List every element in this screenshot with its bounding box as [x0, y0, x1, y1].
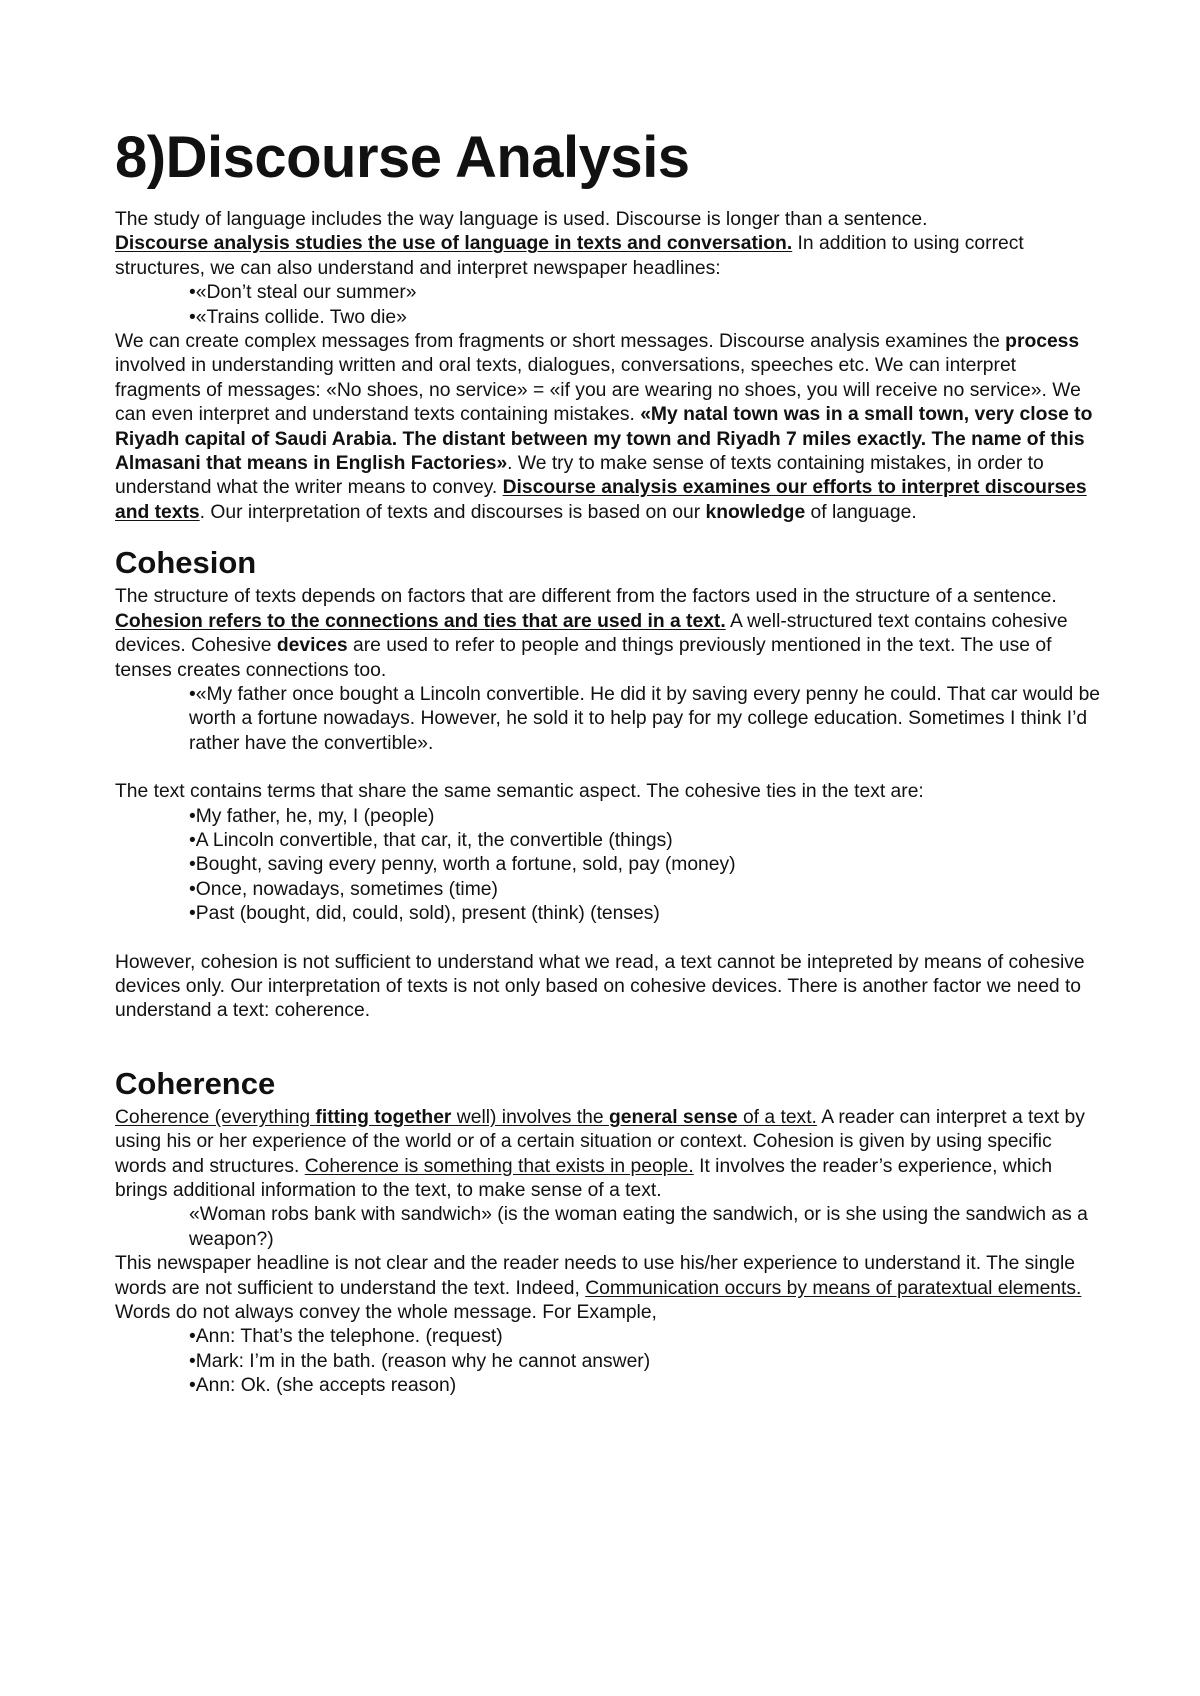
headline-example: •«Don’t steal our summer»	[189, 282, 417, 304]
page-title: 8)Discourse Analysis	[115, 125, 690, 190]
key-definition: Cohesion refers to the connections and ties that are used in a text.	[115, 610, 726, 632]
intro-text: The study of language includes the way language is used. Discourse is longer than a sentence.	[115, 209, 928, 230]
section-heading-cohesion: Cohesion	[115, 545, 257, 581]
coherence-paragraph-2	[115, 1252, 1105, 1325]
bold-term: fitting together	[315, 1106, 452, 1128]
dialogue-line: •Ann: That’s the telephone. (request)	[189, 1326, 503, 1348]
key-definition: Discourse analysis examines our efforts to interpret discourses and texts	[115, 477, 1087, 523]
intro-paragraph-2	[115, 330, 1105, 525]
text: well) involves the	[451, 1106, 609, 1128]
cohesion-example: •«My father once bought a Lincoln convertible. He did it by saving every penny he could. That car would be worth a fortune nowadays. However, he sold it to help pay for my college education. Sometimes I think I’d rather have the convertible».	[189, 683, 1101, 754]
cohesion-closing: However, cohesion is not sufficient to understand what we read, a text cannot be intepreted by means of cohesive devices only. Our interpretation of texts is not only based on cohesive devices. There is another factor we need to understand a text: coherence.	[115, 951, 1085, 1022]
coherence-paragraph	[115, 1106, 1105, 1204]
text: Coherence (everything	[115, 1106, 316, 1128]
bold-term: knowledge	[705, 501, 806, 523]
dialogue-line: •Mark: I’m in the bath. (reason why he cannot answer)	[189, 1350, 651, 1372]
text: of a text.	[737, 1106, 817, 1128]
text: The structure of texts depends on factors that are different from the factors used in the structure of a sentence.	[115, 586, 1057, 608]
text: Words do not always convey the whole message. For Example,	[115, 1302, 657, 1324]
intro-key-definition: Discourse analysis studies the use of language in texts and conversation.	[115, 233, 793, 255]
cohesive-tie-item: •A Lincoln convertible, that car, it, the convertible (things)	[189, 829, 673, 851]
text: This newspaper headline is not clear and the reader needs to use his/her experience to understand it. The single words are not sufficient to understand the text. Indeed,	[115, 1253, 1076, 1299]
text: are used to refer to people and things previously mentioned in the text. The use of tenses creates connections too.	[115, 635, 1052, 681]
cohesive-tie-item: •Once, nowadays, sometimes (time)	[189, 878, 498, 900]
document-body	[115, 118, 1105, 1399]
underlined-statement: Communication occurs by means of paratextual elements.	[585, 1277, 1082, 1299]
bold-term: process	[1005, 331, 1080, 353]
headline-example: •«Trains collide. Two die»	[189, 306, 407, 328]
intro-paragraph	[115, 208, 1105, 281]
dialogue-line: •Ann: Ok. (she accepts reason)	[189, 1375, 457, 1397]
text: We can create complex messages from fragments or short messages. Discourse analysis examines the	[115, 331, 1006, 353]
bold-term: general sense	[608, 1106, 738, 1128]
coherence-example: «Woman robs bank with sandwich» (is the woman eating the sandwich, or is she using the sandwich as a weapon?)	[189, 1204, 1088, 1250]
cohesive-tie-item: •Past (bought, did, could, sold), present (think) (tenses)	[189, 903, 660, 925]
text: . We try to make sense of texts containing mistakes, in order to understand what the writer means to convey.	[115, 453, 1044, 499]
text: involved in understanding written and oral texts, dialogues, conversations, speeches etc. We can interpret fragments of messages: «No shoes, no service» = «if you are wearing no shoes, you will receive no service». We can even interpret and understand texts containing mistakes.	[115, 355, 1081, 426]
coherence-definition	[115, 1107, 817, 1128]
bold-term: devices	[276, 635, 348, 657]
intro-text: In addition to using correct structures, we can also understand and interpret newspaper headlines:	[115, 233, 1024, 279]
cohesive-ties-intro: The text contains terms that share the same semantic aspect. The cohesive ties in the text are:	[115, 781, 924, 803]
cohesive-tie-item: •My father, he, my, I (people)	[189, 805, 435, 827]
text: A reader can interpret a text by using his or her experience of the world or of a certain situation or context. Cohesion is given by using specific words and structures.	[115, 1106, 1085, 1177]
underlined-statement: Coherence is something that exists in people.	[304, 1155, 694, 1177]
cohesive-tie-item: •Bought, saving every penny, worth a fortune, sold, pay (money)	[189, 854, 736, 876]
mistake-example: «My natal town was in a small town, very close to Riyadh capital of Saudi Arabia. The distant between my town and Riyadh 7 miles exactly. The name of this Almasani that means in English Factories»	[115, 404, 1093, 475]
cohesion-paragraph	[115, 585, 1105, 683]
section-heading-coherence: Coherence	[115, 1065, 276, 1101]
text: of language.	[805, 501, 917, 523]
text: A well-structured text contains cohesive devices. Cohesive	[115, 610, 1068, 657]
text: It involves the reader’s experience, which brings additional information to the text, to make sense of a text.	[115, 1155, 1053, 1201]
text: . Our interpretation of texts and discourses is based on our	[199, 501, 706, 523]
